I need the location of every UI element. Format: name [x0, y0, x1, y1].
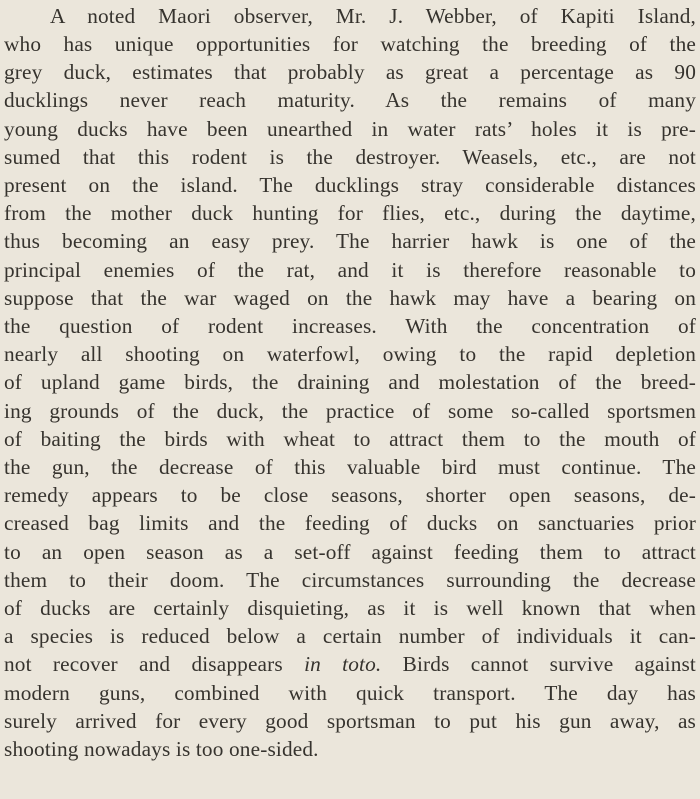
paragraph-line: sumed that this rodent is the destroyer. Weasels, etc., are not — [4, 145, 696, 169]
paragraph-line: of baiting the birds with wheat to attract them to the mouth of — [4, 427, 696, 451]
paragraph-line: of upland game birds, the draining and molestation of the breed- — [4, 370, 696, 394]
paragraph-line: to an open season as a set-off against feeding them to attract — [4, 540, 696, 564]
paragraph-line: nearly all shooting on waterfowl, owing to the rapid depletion — [4, 342, 696, 366]
paragraph-line: surely arrived for every good sportsman to put his gun away, as — [4, 709, 696, 733]
paragraph-line: from the mother duck hunting for flies, etc., during the daytime, — [4, 201, 696, 225]
paragraph-line: modern guns, combined with quick transport. The day has — [4, 681, 696, 705]
paragraph-line: creased bag limits and the feeding of ducks on sanctuaries prior — [4, 511, 696, 535]
paragraph-line: ing grounds of the duck, the practice of some so-called sportsmen — [4, 399, 696, 423]
paragraph-line: who has unique opportunities for watching the breeding of the — [4, 32, 696, 56]
paragraph-line: ducklings never reach maturity. As the remains of many — [4, 88, 696, 112]
paragraph-line: of ducks are certainly disquieting, as it is well known that when — [4, 596, 696, 620]
line-text: Birds cannot survive against — [381, 652, 697, 676]
paragraph-line-with-italic — [4, 651, 696, 677]
paragraph-line: grey duck, estimates that probably as great a percentage as 90 — [4, 60, 696, 84]
paragraph-line: remedy appears to be close seasons, shorter open seasons, de- — [4, 483, 696, 507]
paragraph-line: a species is reduced below a certain number of individuals it can- — [4, 624, 696, 648]
paragraph-line: present on the island. The ducklings stray considerable distances — [4, 173, 696, 197]
paragraph-line: suppose that the war waged on the hawk may have a bearing on — [4, 286, 696, 310]
paragraph-line: A noted Maori observer, Mr. J. Webber, of Kapiti Island, — [50, 4, 696, 28]
line-text: not recover and disappears — [4, 652, 305, 676]
paragraph-line: the gun, the decrease of this valuable bird must continue. The — [4, 455, 696, 479]
italic-phrase: in toto. — [304, 652, 382, 676]
paragraph-line: young ducks have been unearthed in water rats’ holes it is pre- — [4, 117, 696, 141]
paragraph-last-line: shooting nowadays is too one-sided. — [4, 737, 319, 761]
paragraph-line: them to their doom. The circumstances surrounding the decrease — [4, 568, 696, 592]
paragraph-line: thus becoming an easy prey. The harrier hawk is one of the — [4, 229, 696, 253]
paragraph-line: the question of rodent increases. With the concentration of — [4, 314, 696, 338]
paragraph-line: principal enemies of the rat, and it is therefore reasonable to — [4, 258, 696, 282]
